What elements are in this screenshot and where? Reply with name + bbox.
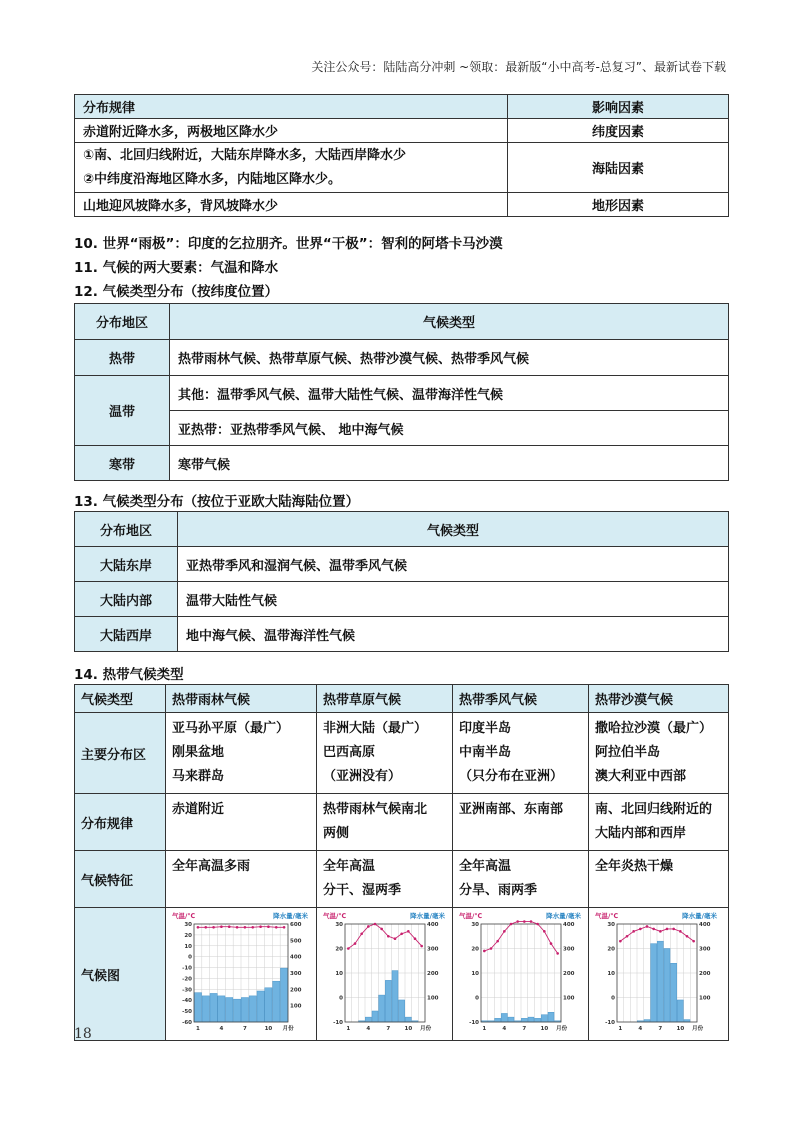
temperature-point: [516, 920, 519, 923]
temp-tick-label: -10: [605, 1020, 615, 1026]
chart-cell: [166, 908, 317, 1041]
distribution-cell: [453, 713, 589, 794]
cell-line: 热带雨林气候南北: [323, 802, 428, 817]
header-factor: 影响因素: [508, 95, 729, 119]
cell-line: 南、北回归线附近的: [595, 802, 713, 817]
cell-line: 全年高温: [323, 859, 376, 874]
table-row: [75, 340, 729, 376]
cell-line: （亚洲没有）: [323, 769, 402, 784]
header-zone: 分布地区: [75, 512, 178, 547]
temp-tick-label: -10: [333, 1020, 343, 1026]
pattern-line: ②中纬度沿海地区降水多，内陆地区降水少。: [83, 171, 342, 187]
header-pattern: 分布规律: [75, 95, 508, 119]
feature-cell: [317, 851, 453, 908]
temperature-point: [259, 925, 262, 928]
temp-tick-label: 20: [184, 932, 192, 939]
table-row: [75, 851, 729, 908]
cell-line: 马来群岛: [172, 769, 225, 784]
row-label: 气候特征: [75, 851, 166, 908]
temp-tick-label: 10: [607, 971, 615, 977]
temperature-point: [496, 940, 499, 943]
precip-tick-label: 100: [290, 1003, 302, 1010]
temperature-point: [220, 925, 223, 928]
temperature-point: [275, 926, 278, 929]
precip-bar: [273, 981, 280, 1022]
precip-bar: [202, 996, 209, 1022]
pattern-cell: [317, 794, 453, 851]
precip-bar: [521, 1018, 527, 1022]
temperature-point: [251, 926, 254, 929]
temperature-point: [347, 947, 350, 950]
precip-tick-label: 300: [290, 971, 302, 977]
table-row: [75, 446, 729, 481]
precip-bar: [501, 1013, 507, 1022]
precip-bar: [280, 968, 287, 1022]
temp-tick-label: 20: [471, 946, 479, 953]
x-tick-label: 7: [522, 1026, 527, 1032]
precip-bar: [535, 1018, 541, 1022]
temperature-point: [530, 920, 533, 923]
precip-tick-label: 200: [427, 971, 439, 977]
temperature-point: [619, 940, 622, 943]
temperature-point: [367, 925, 370, 928]
table-row: [75, 794, 729, 851]
left-axis-label: 气温/℃: [595, 912, 619, 920]
header-desert: 热带沙漠气候: [589, 685, 729, 713]
temp-tick-label: -10: [182, 965, 192, 972]
header-monsoon: 热带季风气候: [453, 685, 589, 713]
temperature-point: [632, 930, 635, 933]
types-cell: 温带大陆性气候: [178, 582, 729, 617]
x-tick-label: 1: [346, 1026, 351, 1032]
precip-tick-label: 400: [563, 922, 575, 928]
types-cell: 地中海气候、温带海洋性气候: [178, 617, 729, 652]
temperature-point: [387, 935, 390, 938]
x-tick-label: 7: [243, 1026, 247, 1032]
x-axis-label: 月份: [692, 1026, 704, 1032]
right-axis-label: 降水量/毫米: [682, 912, 717, 920]
temp-tick-label: -10: [469, 1020, 479, 1026]
precip-tick-label: 600: [290, 922, 302, 928]
precip-bar: [671, 963, 677, 1022]
chart-cell: [453, 908, 589, 1041]
temp-tick-label: 30: [607, 922, 615, 928]
x-axis-label: 月份: [420, 1026, 432, 1032]
precip-tick-label: 200: [563, 971, 575, 977]
cell-line: 全年高温多雨: [172, 859, 251, 874]
temp-tick-label: 20: [335, 946, 343, 953]
temp-tick-label: 10: [335, 971, 343, 977]
temperature-point: [679, 930, 682, 933]
zone-label: 热带: [75, 340, 170, 376]
precip-bar: [379, 995, 385, 1022]
factor-cell: 海陆因素: [508, 143, 729, 193]
temperature-point: [483, 950, 486, 953]
x-tick-label: 4: [219, 1026, 224, 1032]
x-tick-label: 4: [638, 1026, 643, 1032]
temperature-point: [267, 925, 270, 928]
cell-line: 亚洲南部、东南部: [459, 802, 564, 817]
temperature-point: [236, 926, 239, 929]
precip-tick-label: 400: [427, 922, 439, 928]
temperature-point: [523, 920, 526, 923]
cell-line: 阿拉伯半岛: [595, 745, 661, 760]
pattern-cell: [453, 794, 589, 851]
temp-tick-label: 0: [475, 995, 479, 1002]
precip-bar: [210, 993, 217, 1022]
cell-line: 撒哈拉沙漠（最广）: [595, 721, 713, 736]
precip-bar: [528, 1017, 534, 1022]
cell-line: 刚果盆地: [172, 745, 225, 760]
temperature-point: [686, 935, 689, 938]
precip-bar: [365, 1017, 371, 1022]
table-row: [75, 119, 729, 143]
precip-bar: [194, 993, 201, 1022]
precip-bar: [399, 1000, 405, 1022]
x-tick-label: 7: [386, 1026, 391, 1032]
table-row: [75, 617, 729, 652]
types-cell: 热带雨林气候、热带草原气候、热带沙漠气候、热带季风气候: [170, 340, 729, 376]
cell-line: 巴西高原: [323, 745, 376, 760]
x-tick-label: 10: [540, 1026, 549, 1032]
x-tick-label: 10: [404, 1026, 413, 1032]
pattern-cell: [75, 143, 508, 193]
table-row: [75, 193, 729, 217]
temperature-point: [692, 940, 695, 943]
precip-bar: [651, 944, 657, 1022]
desert-climate-chart: [593, 910, 719, 1034]
cell-line: 两侧: [323, 826, 350, 841]
precip-tick-label: 300: [563, 946, 575, 953]
cell-line: 非洲大陆（最广）: [323, 721, 428, 736]
cell-line: 分旱、雨两季: [459, 883, 538, 898]
precip-bar: [265, 988, 272, 1022]
temperature-point: [672, 928, 675, 931]
chart-cell: [317, 908, 453, 1041]
x-tick-label: 10: [264, 1026, 273, 1032]
header-note: 关注公众号：陆陆高分冲刺 ~领取：最新版“小中高考-总复习”、最新试卷下载: [311, 60, 726, 74]
header-types: 气候类型: [178, 512, 729, 547]
table-row: [75, 143, 729, 193]
header-corner: 气候类型: [75, 685, 166, 713]
temperature-point: [244, 926, 247, 929]
feature-cell: [589, 851, 729, 908]
temperature-point: [510, 923, 513, 926]
types-cell: 其他：温带季风气候、温带大陆性气候、温带海洋性气候: [170, 376, 729, 411]
temp-tick-label: 10: [471, 971, 479, 977]
header-savanna: 热带草原气候: [317, 685, 453, 713]
row-label: 主要分布区: [75, 713, 166, 794]
precip-tick-label: 500: [290, 938, 302, 945]
chart-cell: [589, 908, 729, 1041]
temperature-point: [420, 945, 423, 948]
temperature-point: [646, 925, 649, 928]
precipitation-distribution-table: [74, 94, 729, 217]
pattern-cell: 山地迎风坡降水多，背风坡降水少: [75, 193, 508, 217]
temperature-point: [666, 928, 669, 931]
item-13-title: 13. 气候类型分布（按位于亚欧大陆海陆位置）: [74, 494, 360, 510]
precip-tick-label: 100: [699, 995, 711, 1002]
factor-cell: 纬度因素: [508, 119, 729, 143]
x-tick-label: 4: [502, 1026, 507, 1032]
temperature-point: [407, 930, 410, 933]
x-tick-label: 1: [482, 1026, 487, 1032]
precip-bar: [385, 980, 391, 1022]
precip-bar: [548, 1012, 554, 1022]
header-types: 气候类型: [170, 304, 729, 340]
precip-tick-label: 300: [699, 946, 711, 953]
precip-tick-label: 200: [290, 987, 302, 994]
temperature-point: [414, 937, 417, 940]
table-row: [75, 411, 729, 446]
temperature-point: [204, 926, 207, 929]
precip-bar: [657, 941, 663, 1022]
temperature-point: [490, 947, 493, 950]
temperature-point: [652, 928, 655, 931]
temperature-point: [639, 928, 642, 931]
cell-line: （只分布在亚洲）: [459, 769, 564, 784]
pattern-cell: [166, 794, 317, 851]
pattern-cell: [589, 794, 729, 851]
tropical-climate-table: [74, 684, 729, 1041]
x-tick-label: 1: [196, 1026, 200, 1032]
x-axis-label: 月份: [556, 1026, 568, 1032]
right-axis-label: 降水量/毫米: [546, 912, 581, 920]
temp-tick-label: 30: [184, 922, 192, 928]
x-tick-label: 4: [366, 1026, 371, 1032]
precip-bar: [218, 996, 225, 1022]
cell-line: 中南半岛: [459, 745, 512, 760]
table-row: [75, 547, 729, 582]
climate-landsea-table: [74, 511, 729, 652]
temperature-point: [550, 942, 553, 945]
precip-tick-label: 400: [290, 954, 302, 961]
temperature-point: [354, 942, 357, 945]
feature-cell: [166, 851, 317, 908]
temp-tick-label: -50: [182, 1009, 192, 1016]
cell-line: 澳大利亚中西部: [595, 769, 687, 784]
item-12-title: 12. 气候类型分布（按纬度位置）: [74, 284, 279, 300]
precip-bar: [249, 996, 256, 1022]
row-label: 气候图: [75, 908, 166, 1041]
zone-label: 寒带: [75, 446, 170, 481]
right-axis-label: 降水量/毫米: [273, 912, 308, 920]
cell-line: 赤道附近: [172, 802, 225, 817]
cell-line: 全年高温: [459, 859, 512, 874]
temperature-point: [283, 926, 286, 929]
table-row: [75, 582, 729, 617]
precip-tick-label: 100: [427, 995, 439, 1002]
temperature-point: [228, 925, 231, 928]
precip-bar: [495, 1018, 501, 1022]
item-11: 11. 气候的两大要素：气温和降水: [74, 260, 279, 276]
temperature-point: [659, 930, 662, 933]
cell-line: 分干、湿两季: [323, 883, 402, 898]
temp-tick-label: -30: [182, 987, 192, 994]
x-axis-label: 月份: [282, 1026, 294, 1032]
cell-line: 大陆内部和西岸: [595, 826, 687, 841]
precip-bar: [508, 1017, 514, 1022]
precip-bar: [677, 1000, 683, 1022]
cell-line: 亚马孙平原（最广）: [172, 721, 290, 736]
temperature-point: [212, 926, 215, 929]
temp-tick-label: 30: [471, 922, 479, 928]
right-axis-label: 降水量/毫米: [410, 912, 445, 920]
temperature-point: [543, 930, 546, 933]
precip-bar: [405, 1017, 411, 1022]
item-14-title: 14. 热带气候类型: [74, 667, 184, 683]
table-row: [75, 713, 729, 794]
item-10: 10. 世界“雨极”：印度的乞拉朋齐。世界“干极”：智利的阿塔卡马沙漠: [74, 236, 503, 252]
precip-bar: [226, 998, 233, 1023]
precip-tick-label: 200: [699, 971, 711, 977]
temp-tick-label: 10: [184, 943, 192, 950]
distribution-cell: [589, 713, 729, 794]
precip-tick-label: 300: [427, 946, 439, 953]
left-axis-label: 气温/℃: [323, 912, 347, 920]
temp-tick-label: 0: [611, 995, 615, 1002]
temperature-point: [503, 930, 506, 933]
temp-tick-label: -40: [182, 998, 192, 1005]
cell-line: 印度半岛: [459, 721, 512, 736]
temperature-point: [374, 923, 377, 926]
temp-tick-label: 20: [607, 946, 615, 953]
precip-bar: [664, 949, 670, 1023]
table-row: [75, 908, 729, 1041]
x-tick-label: 1: [618, 1026, 623, 1032]
left-axis-label: 气温/℃: [459, 912, 483, 920]
feature-cell: [453, 851, 589, 908]
zone-label: 大陆西岸: [75, 617, 178, 652]
temperature-point: [626, 935, 629, 938]
types-cell: 寒带气候: [170, 446, 729, 481]
temperature-point: [536, 923, 539, 926]
temp-tick-label: -20: [182, 976, 192, 983]
row-label: 分布规律: [75, 794, 166, 851]
x-tick-label: 7: [658, 1026, 663, 1032]
precip-bar: [233, 999, 240, 1022]
types-cell: 亚热带：亚热带季风气候、 地中海气候: [170, 411, 729, 446]
cell-line: 全年炎热干燥: [595, 859, 674, 874]
temp-tick-label: -60: [182, 1020, 192, 1026]
climate-latitude-table: [74, 303, 729, 481]
header-zone: 分布地区: [75, 304, 170, 340]
temperature-point: [400, 933, 403, 936]
zone-label: 大陆内部: [75, 582, 178, 617]
savanna-climate-chart: [321, 910, 447, 1034]
table-row: [75, 376, 729, 411]
precip-tick-label: 100: [563, 995, 575, 1002]
temp-tick-label: 0: [188, 954, 192, 961]
x-tick-label: 10: [676, 1026, 685, 1032]
precip-bar: [392, 971, 398, 1022]
precip-bar: [257, 991, 264, 1022]
header-rainforest: 热带雨林气候: [166, 685, 317, 713]
precip-bar: [241, 998, 248, 1023]
rainforest-climate-chart: [170, 910, 310, 1034]
temperature-point: [556, 952, 559, 955]
temp-tick-label: 0: [339, 995, 343, 1002]
page-number: 18: [74, 1026, 92, 1042]
zone-label: 大陆东岸: [75, 547, 178, 582]
temperature-point: [380, 928, 383, 931]
pattern-line: ①南、北回归线附近，大陆东岸降水多，大陆西岸降水少: [83, 147, 407, 163]
pattern-cell: 赤道附近降水多，两极地区降水少: [75, 119, 508, 143]
left-axis-label: 气温/℃: [172, 912, 196, 920]
precip-tick-label: 400: [699, 922, 711, 928]
zone-label: 温带: [75, 376, 170, 446]
factor-cell: 地形因素: [508, 193, 729, 217]
distribution-cell: [317, 713, 453, 794]
precip-bar: [541, 1015, 547, 1022]
precip-bar: [372, 1011, 378, 1022]
temperature-point: [197, 926, 200, 929]
temp-tick-label: 30: [335, 922, 343, 928]
monsoon-climate-chart: [457, 910, 583, 1034]
temperature-point: [394, 937, 397, 940]
types-cell: 亚热带季风和湿润气候、温带季风气候: [178, 547, 729, 582]
distribution-cell: [166, 713, 317, 794]
temperature-point: [360, 933, 363, 936]
